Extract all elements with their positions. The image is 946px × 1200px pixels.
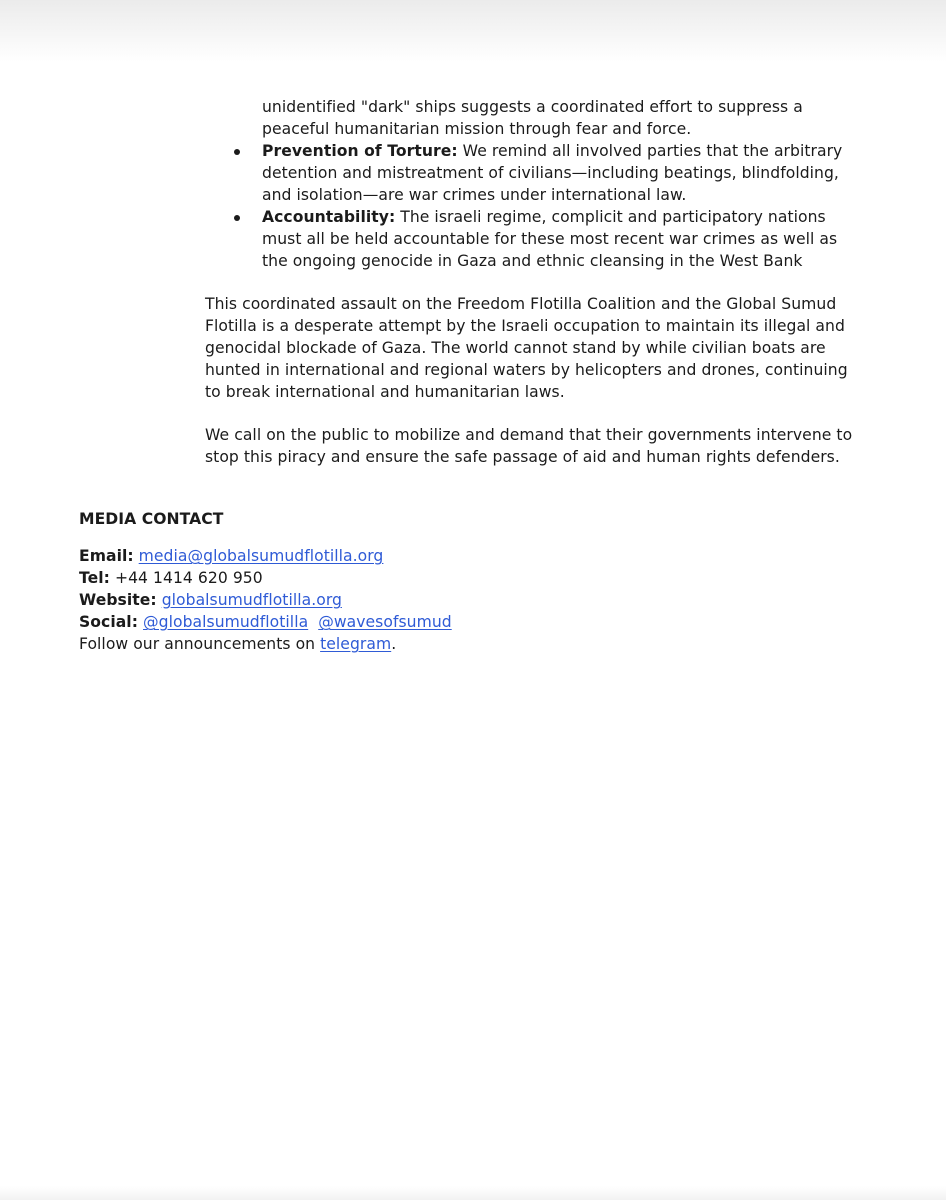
website-link[interactable]: globalsumudflotilla.org — [161, 591, 342, 609]
bullet-label: Prevention of Torture: — [262, 142, 458, 160]
contact-email-line — [79, 545, 679, 567]
contact-follow-line — [79, 633, 679, 655]
bullet-item-prevention-of-torture — [205, 140, 845, 206]
bullet-text: We remind all involved parties that the arbitrary detention and mistreatment of civilians—including beatings, blindfolding, and isolation—are war crimes under international law. — [262, 142, 843, 204]
bullet-dot-icon — [234, 149, 240, 155]
email-label: Email: — [79, 547, 134, 565]
contact-social-line — [79, 611, 679, 633]
paragraph-assault: This coordinated assault on the Freedom Flotilla Coalition and the Global Sumud Flotilla is a desperate attempt by the Israeli occupation to maintain its illegal and genocidal blockade of Gaza. The world cannot stand by while civilian boats are hunted in international and regional waters by helicopters and drones, continuing to break international and humanitarian laws. — [205, 295, 848, 401]
bottom-shadow — [0, 1186, 946, 1200]
bullet-item-accountability — [205, 206, 845, 272]
social-label: Social: — [79, 613, 138, 631]
telegram-link[interactable]: telegram — [320, 635, 392, 653]
bullet-dot-icon — [234, 215, 240, 221]
bullet-continuation-text: unidentified "dark" ships suggests a coordinated effort to suppress a peaceful humanitarian mission through fear and force. — [262, 98, 803, 138]
media-contact-section — [79, 508, 679, 655]
social-link-globalsumudflotilla[interactable]: @globalsumudflotilla — [143, 613, 309, 631]
contact-tel-line — [79, 567, 679, 589]
bullet-label: Accountability: — [262, 208, 396, 226]
email-link[interactable]: media@globalsumudflotilla.org — [138, 547, 384, 565]
tel-value: +44 1414 620 950 — [114, 569, 263, 587]
social-link-wavesofsumud[interactable]: @wavesofsumud — [318, 613, 452, 631]
website-label: Website: — [79, 591, 157, 609]
bullet-continuation — [205, 96, 845, 140]
bullet-text: The israeli regime, complicit and participatory nations must all be held accountable for these most recent war crimes as well as the ongoing genocide in Gaza and ethnic cleansing in the West Bank — [262, 208, 838, 270]
media-contact-heading: MEDIA CONTACT — [79, 510, 224, 528]
follow-end: . — [391, 635, 397, 653]
tel-label: Tel: — [79, 569, 110, 587]
follow-text: Follow our announcements on — [79, 635, 321, 653]
paragraph-call-to-action: We call on the public to mobilize and demand that their governments intervene to stop this piracy and ensure the safe passage of aid and human rights defenders. — [205, 426, 853, 466]
bullet-list — [205, 96, 845, 272]
contact-website-line — [79, 589, 679, 611]
